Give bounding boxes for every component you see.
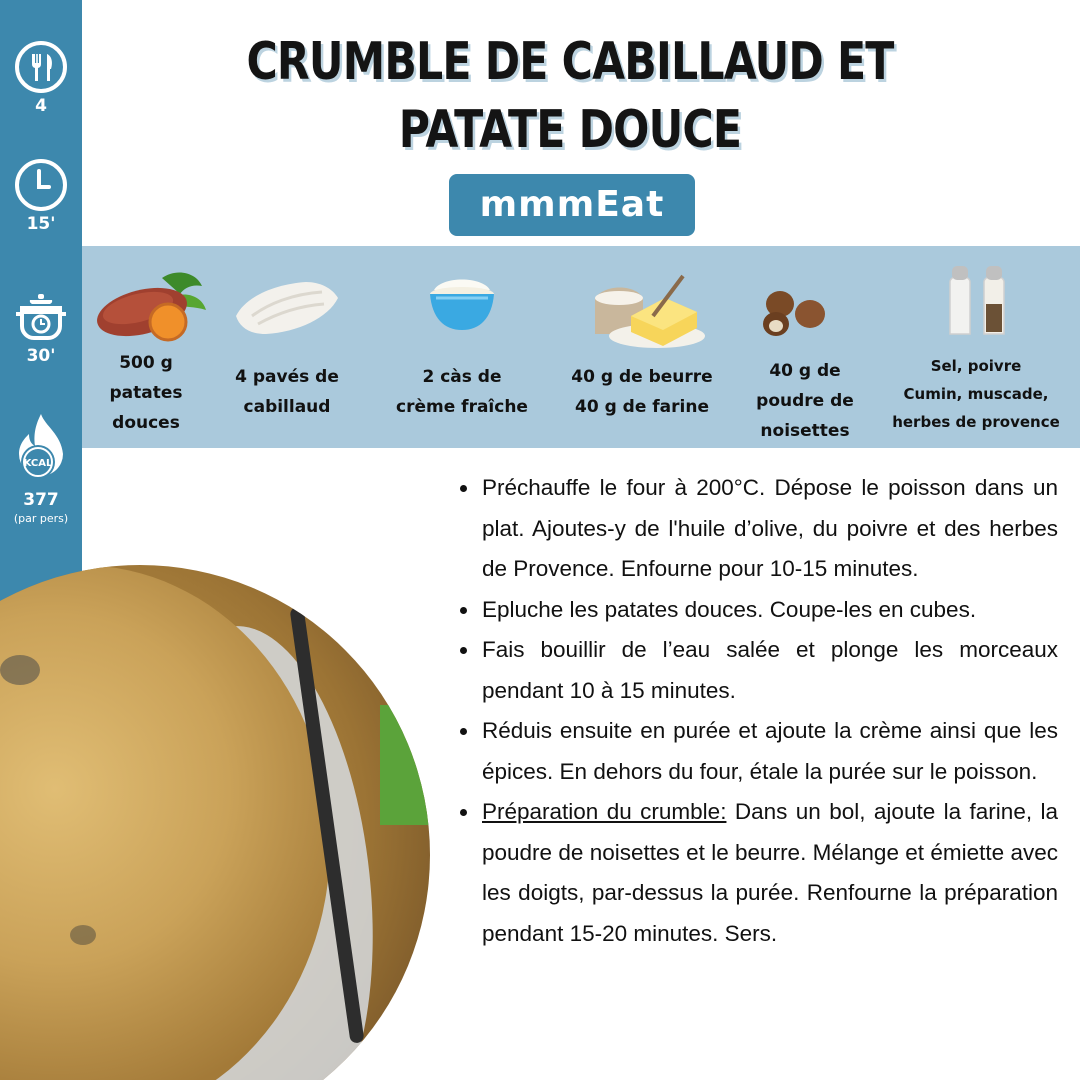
brand-logo: mmmEat <box>449 174 695 236</box>
flame-kcal-icon <box>8 412 74 488</box>
servings-value: 4 <box>35 96 47 116</box>
step-item <box>456 630 1058 711</box>
ingredient-label: 2 càs de crème fraîche <box>396 367 528 417</box>
calories-unit-note: (par pers) <box>13 512 69 525</box>
crumble-dark-spot <box>70 925 96 945</box>
step-item <box>456 711 1058 792</box>
crumble-dish-photo <box>0 565 430 1080</box>
step-text: Fais bouillir de l’eau salée et plonge les morceaux pendant 10 à 15 minutes. <box>482 637 1058 703</box>
calories-stat <box>0 412 82 525</box>
step-text: Réduis ensuite en purée et ajoute la crème ainsi que les épices. En dehors du four, étale la purée sur le poisson. <box>482 718 1058 784</box>
recipe-title: CRUMBLE DE CABILLAUD ET PATATE DOUCE <box>246 32 894 160</box>
step-heading: Préparation du crumble: <box>482 799 727 824</box>
cod-fillet-icon <box>232 276 342 340</box>
prep-time-stat <box>0 158 82 234</box>
ingredient-label: 500 g patates douces <box>109 353 183 433</box>
ingredient-label: 40 g de poudre de noisettes <box>756 361 854 441</box>
step-text: Epluche les patates douces. Coupe-les en cubes. <box>482 596 977 622</box>
cream-bowl-icon <box>422 268 502 340</box>
step-item <box>456 792 1058 954</box>
ingredient-label: 40 g de beurre 40 g de farine <box>571 367 713 417</box>
step-item <box>456 468 1058 590</box>
ingredients-band <box>82 246 1080 448</box>
step-text: Dans un bol, ajoute la farine, la poudre de noisettes et le beurre. Mélange et émiette avec les doigts, par-dessus la purée. Renfourne la préparation pendant 15-20 minutes. Sers. <box>482 799 1058 946</box>
cook-time-value: 30' <box>26 346 56 366</box>
hazelnuts-icon <box>758 286 832 338</box>
step-item <box>456 590 1058 631</box>
ingredient-label: 4 pavés de cabillaud <box>235 367 339 417</box>
salt-pepper-icon <box>940 262 1016 338</box>
prep-time-value: 15' <box>26 214 56 234</box>
butter-flour-icon <box>587 268 711 352</box>
servings-stat <box>0 40 82 116</box>
green-napkin <box>380 705 430 825</box>
cook-time-stat <box>0 282 82 366</box>
recipe-steps <box>456 468 1058 954</box>
kcal-badge-label: KCAL <box>23 458 53 469</box>
crumble-topping <box>0 565 330 1080</box>
fork-knife-icon <box>14 40 68 94</box>
calories-value: 377 <box>23 490 59 510</box>
crumble-dark-spot <box>0 655 40 685</box>
clock-icon <box>14 158 68 212</box>
step-text: Préchauffe le four à 200°C. Dépose le poisson dans un plat. Ajoutes-y de l'huile d’olive, du poivre et des herbes de Provence. Enfourne pour 10-15 minutes. <box>482 475 1058 581</box>
ingredient-label: Sel, poivre Cumin, muscade, herbes de provence <box>892 357 1060 431</box>
sweet-potato-icon <box>92 266 216 348</box>
cooking-pot-icon <box>10 282 72 344</box>
